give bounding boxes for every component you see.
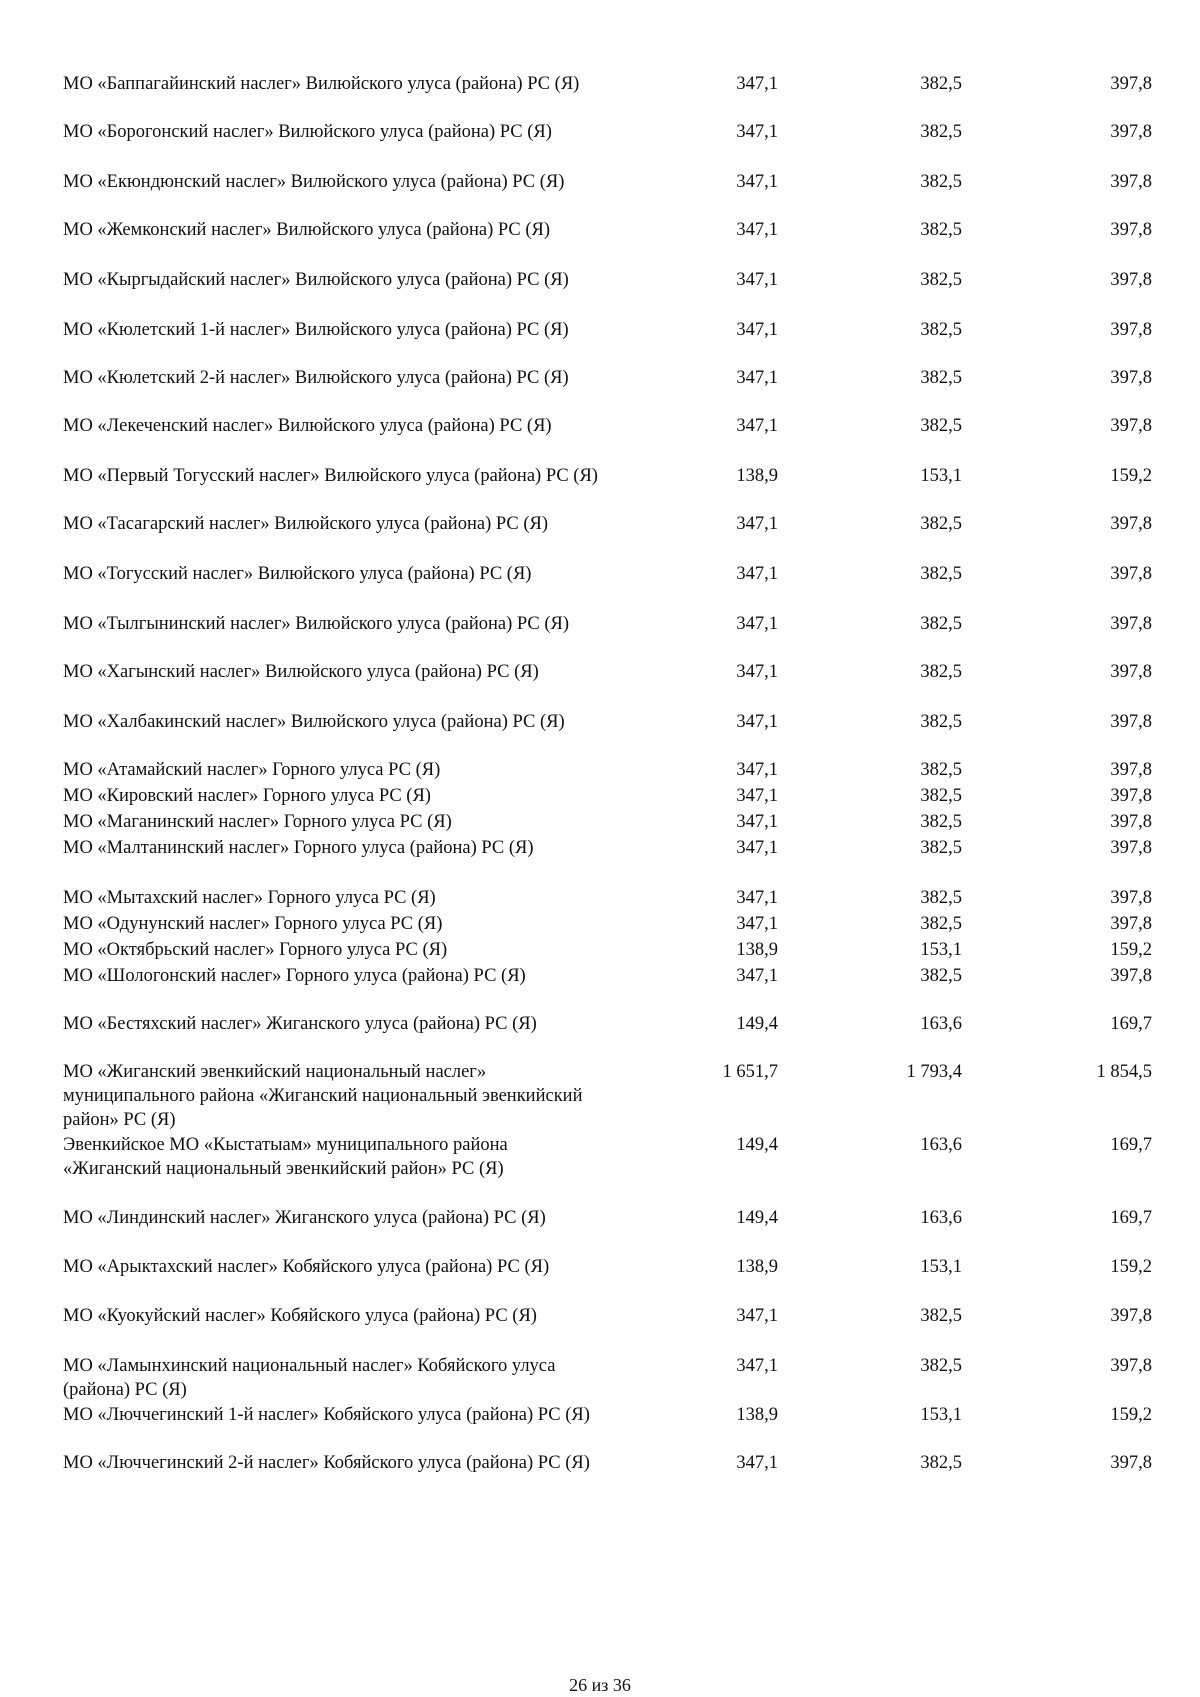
amount-year-2: 163,6 (920, 1014, 962, 1034)
amount-year-3: 397,8 (1110, 662, 1152, 682)
amount-year-1: 347,1 (736, 220, 778, 240)
amount-year-1: 347,1 (736, 1356, 778, 1376)
amount-year-1: 149,4 (736, 1135, 778, 1155)
amount-year-1: 149,4 (736, 1208, 778, 1228)
amount-year-1: 347,1 (736, 1453, 778, 1473)
amount-year-2: 382,5 (920, 320, 962, 340)
amount-year-2: 382,5 (920, 838, 962, 858)
municipality-name: МО «Люччегинский 1-й наслег» Кобяйского улуса (района) РС (Я) (63, 1405, 590, 1425)
amount-year-3: 397,8 (1110, 514, 1152, 534)
amount-year-1: 138,9 (736, 940, 778, 960)
municipality-name: МО «Баппагайинский наслег» Вилюйского улуса (района) РС (Я) (63, 74, 580, 94)
amount-year-3: 397,8 (1110, 368, 1152, 388)
municipality-name: Эвенкийское МО «Кыстатыам» муниципального района «Жиганский национальный эвенкийский район» РС (Я) (63, 1135, 508, 1179)
amount-year-2: 382,5 (920, 122, 962, 142)
amount-year-2: 382,5 (920, 74, 962, 94)
amount-year-1: 138,9 (736, 1257, 778, 1277)
amount-year-3: 397,8 (1110, 74, 1152, 94)
amount-year-2: 382,5 (920, 888, 962, 908)
amount-year-3: 397,8 (1110, 220, 1152, 240)
amount-year-1: 138,9 (736, 1405, 778, 1425)
amount-year-2: 382,5 (920, 966, 962, 986)
amount-year-3: 397,8 (1110, 712, 1152, 732)
amount-year-2: 382,5 (920, 368, 962, 388)
amount-year-1: 347,1 (736, 122, 778, 142)
amount-year-1: 347,1 (736, 320, 778, 340)
amount-year-2: 382,5 (920, 1356, 962, 1376)
municipality-name: МО «Линдинский наслег» Жиганского улуса (района) РС (Я) (63, 1208, 546, 1228)
amount-year-3: 397,8 (1110, 564, 1152, 584)
municipality-name: МО «Кыргыдайский наслег» Вилюйского улуса (района) РС (Я) (63, 270, 569, 290)
amount-year-1: 149,4 (736, 1014, 778, 1034)
amount-year-2: 153,1 (920, 1257, 962, 1277)
amount-year-3: 159,2 (1110, 940, 1152, 960)
amount-year-2: 382,5 (920, 514, 962, 534)
amount-year-1: 347,1 (736, 966, 778, 986)
amount-year-2: 382,5 (920, 270, 962, 290)
municipality-name: МО «Октябрьский наслег» Горного улуса РС (Я) (63, 940, 448, 960)
amount-year-2: 382,5 (920, 614, 962, 634)
municipality-name: МО «Кюлетский 1-й наслег» Вилюйского улуса (района) РС (Я) (63, 320, 569, 340)
municipality-name: МО «Тылгынинский наслег» Вилюйского улуса (района) РС (Я) (63, 614, 570, 634)
amount-year-2: 382,5 (920, 564, 962, 584)
amount-year-3: 397,8 (1110, 812, 1152, 832)
amount-year-2: 382,5 (920, 712, 962, 732)
amount-year-2: 382,5 (920, 172, 962, 192)
amount-year-2: 163,6 (920, 1208, 962, 1228)
amount-year-3: 397,8 (1110, 1356, 1152, 1376)
amount-year-3: 159,2 (1110, 466, 1152, 486)
amount-year-1: 347,1 (736, 172, 778, 192)
amount-year-2: 1 793,4 (906, 1062, 962, 1082)
amount-year-3: 159,2 (1110, 1405, 1152, 1425)
municipality-name: МО «Маганинский наслег» Горного улуса РС (Я) (63, 812, 452, 832)
amount-year-1: 347,1 (736, 760, 778, 780)
municipality-name: МО «Мытахский наслег» Горного улуса РС (Я) (63, 888, 436, 908)
amount-year-3: 397,8 (1110, 122, 1152, 142)
amount-year-1: 347,1 (736, 1306, 778, 1326)
amount-year-2: 382,5 (920, 914, 962, 934)
amount-year-1: 347,1 (736, 368, 778, 388)
amount-year-3: 397,8 (1110, 320, 1152, 340)
amount-year-2: 153,1 (920, 466, 962, 486)
amount-year-1: 347,1 (736, 416, 778, 436)
amount-year-1: 347,1 (736, 812, 778, 832)
municipality-name: МО «Куокуйский наслег» Кобяйского улуса (района) РС (Я) (63, 1306, 537, 1326)
page-number: 26 из 36 (569, 1675, 631, 1695)
amount-year-3: 397,8 (1110, 416, 1152, 436)
amount-year-2: 382,5 (920, 662, 962, 682)
municipality-name: МО «Жиганский эвенкийский национальный наслег» муниципального района «Жиганский национальный эвенкийский район» РС (Я) (63, 1062, 583, 1130)
amount-year-3: 397,8 (1110, 888, 1152, 908)
amount-year-2: 153,1 (920, 1405, 962, 1425)
municipality-name: МО «Тогусский наслег» Вилюйского улуса (района) РС (Я) (63, 564, 532, 584)
amount-year-2: 163,6 (920, 1135, 962, 1155)
amount-year-1: 347,1 (736, 564, 778, 584)
amount-year-1: 347,1 (736, 74, 778, 94)
municipality-name: МО «Арыктахский наслег» Кобяйского улуса (района) РС (Я) (63, 1257, 550, 1277)
municipality-name: МО «Малтанинский наслег» Горного улуса (района) РС (Я) (63, 838, 534, 858)
amount-year-1: 1 651,7 (722, 1062, 778, 1082)
amount-year-1: 347,1 (736, 712, 778, 732)
amount-year-3: 397,8 (1110, 172, 1152, 192)
municipality-name: МО «Лекеченский наслег» Вилюйского улуса (района) РС (Я) (63, 416, 552, 436)
municipality-name: МО «Хагынский наслег» Вилюйского улуса (района) РС (Я) (63, 662, 539, 682)
municipality-name: МО «Ламынхинский национальный наслег» Кобяйского улуса (района) РС (Я) (63, 1356, 556, 1400)
municipality-name: МО «Тасагарский наслег» Вилюйского улуса (района) РС (Я) (63, 514, 548, 534)
amount-year-3: 397,8 (1110, 838, 1152, 858)
municipality-name: МО «Жемконский наслег» Вилюйского улуса (района) РС (Я) (63, 220, 550, 240)
amount-year-3: 159,2 (1110, 1257, 1152, 1277)
amount-year-1: 347,1 (736, 514, 778, 534)
municipality-name: МО «Шологонский наслег» Горного улуса (района) РС (Я) (63, 966, 526, 986)
amount-year-3: 397,8 (1110, 966, 1152, 986)
amount-year-3: 397,8 (1110, 614, 1152, 634)
amount-year-3: 169,7 (1110, 1135, 1152, 1155)
amount-year-1: 347,1 (736, 614, 778, 634)
amount-year-2: 382,5 (920, 1306, 962, 1326)
amount-year-3: 397,8 (1110, 1453, 1152, 1473)
municipality-name: МО «Первый Тогусский наслег» Вилюйского улуса (района) РС (Я) (63, 466, 598, 486)
municipality-name: МО «Екюндюнский наслег» Вилюйского улуса (района) РС (Я) (63, 172, 565, 192)
amount-year-2: 382,5 (920, 416, 962, 436)
amount-year-3: 397,8 (1110, 760, 1152, 780)
amount-year-3: 1 854,5 (1096, 1062, 1152, 1082)
amount-year-1: 347,1 (736, 270, 778, 290)
municipality-name: МО «Люччегинский 2-й наслег» Кобяйского улуса (района) РС (Я) (63, 1453, 590, 1473)
amount-year-3: 397,8 (1110, 1306, 1152, 1326)
amount-year-3: 169,7 (1110, 1014, 1152, 1034)
amount-year-2: 382,5 (920, 786, 962, 806)
amount-year-1: 347,1 (736, 888, 778, 908)
amount-year-1: 347,1 (736, 838, 778, 858)
municipality-name: МО «Кюлетский 2-й наслег» Вилюйского улуса (района) РС (Я) (63, 368, 569, 388)
municipality-name: МО «Халбакинский наслег» Вилюйского улуса (района) РС (Я) (63, 712, 565, 732)
amount-year-3: 397,8 (1110, 914, 1152, 934)
amount-year-1: 347,1 (736, 786, 778, 806)
amount-year-1: 138,9 (736, 466, 778, 486)
amount-year-1: 347,1 (736, 662, 778, 682)
amount-year-2: 153,1 (920, 940, 962, 960)
municipality-name: МО «Атамайский наслег» Горного улуса РС (Я) (63, 760, 441, 780)
amount-year-3: 397,8 (1110, 786, 1152, 806)
amount-year-3: 169,7 (1110, 1208, 1152, 1228)
amount-year-2: 382,5 (920, 220, 962, 240)
amount-year-3: 397,8 (1110, 270, 1152, 290)
municipality-name: МО «Кировский наслег» Горного улуса РС (Я) (63, 786, 431, 806)
municipality-name: МО «Бестяхский наслег» Жиганского улуса (района) РС (Я) (63, 1014, 537, 1034)
amount-year-2: 382,5 (920, 1453, 962, 1473)
municipality-name: МО «Борогонский наслег» Вилюйского улуса (района) РС (Я) (63, 122, 552, 142)
amount-year-1: 347,1 (736, 914, 778, 934)
amount-year-2: 382,5 (920, 760, 962, 780)
amount-year-2: 382,5 (920, 812, 962, 832)
municipality-name: МО «Одунунский наслег» Горного улуса РС (Я) (63, 914, 443, 934)
